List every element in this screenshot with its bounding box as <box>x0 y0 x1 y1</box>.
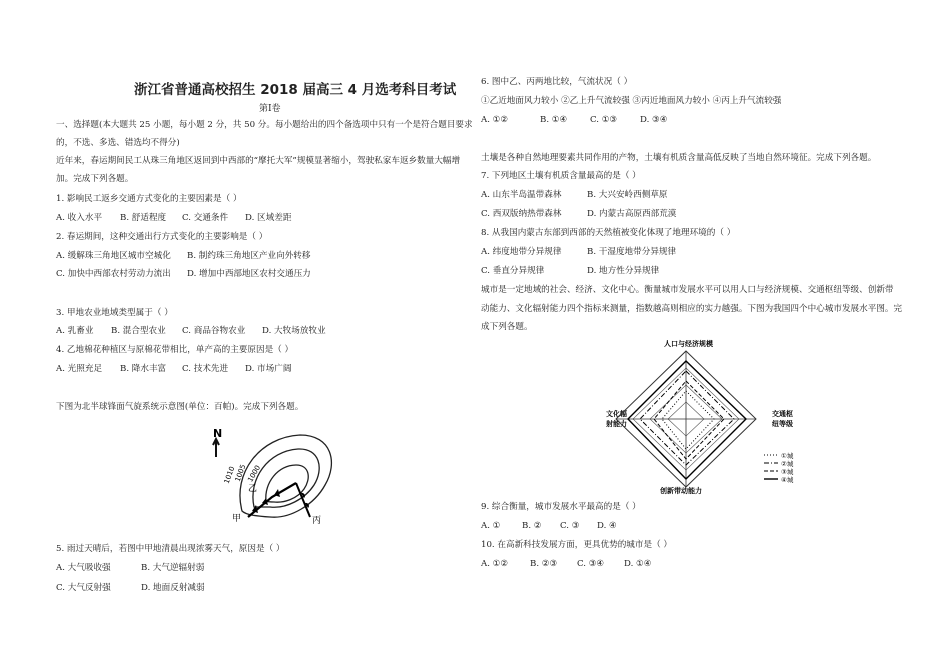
legend-city-4: ④城 <box>781 476 794 484</box>
q3-option-b: B. 混合型农业 <box>111 326 166 336</box>
q5-option-b: B. 大气逆辐射弱 <box>141 563 205 573</box>
city-radar-chart <box>606 337 826 497</box>
q5-option-c: C. 大气反射强 <box>56 583 111 593</box>
soil-intro: 土壤是各种自然地理要素共同作用的产物，土壤有机质含量高低反映了当地自然环境征。完成下列各题。 <box>481 153 877 163</box>
intro-text-cont: 加。完成下列各题。 <box>56 174 134 184</box>
q10-option-b: B. ②③ <box>530 559 558 569</box>
question-4: 4. 乙地棉花种植区与原棉花带相比，单产高的主要原因是（ ） <box>56 345 294 355</box>
q9-option-d: D. ④ <box>597 521 617 531</box>
q4-option-d: D. 市场广阔 <box>245 364 292 374</box>
intro-text: 近年来，春运期间民工从珠三角地区返回到中西部的“摩托大军”规模显著缩小，驾驶私家车返乡数量大幅增 <box>56 156 461 166</box>
axis-label-top: 人口与经济规模 <box>664 340 713 348</box>
q9-option-c: C. ③ <box>560 521 580 531</box>
point-bing: 丙 <box>312 516 322 526</box>
q10-option-c: C. ③④ <box>577 559 605 569</box>
q8-option-b: B. 干湿度地带分异规律 <box>587 247 677 257</box>
q7-option-a: A. 山东半岛温带森林 <box>481 190 562 200</box>
q10-option-a: A. ①② <box>481 559 509 569</box>
series-city-1 <box>628 361 746 479</box>
axis-label-left-1: 文化辐 <box>606 410 627 418</box>
question-10: 10. 在高新科技发展方面，更具优势的城市是（ ） <box>481 540 673 550</box>
series-city-3 <box>654 381 724 459</box>
right-column <box>470 0 950 672</box>
left-column <box>0 0 473 672</box>
q1-option-b: B. 舒适程度 <box>120 213 167 223</box>
q8-option-a: A. 纬度地带分异规律 <box>481 247 562 257</box>
q1-option-c: C. 交通条件 <box>182 213 229 223</box>
q6-statements: ①乙近地面风力较小 ②乙上升气流较强 ③丙近地面风力较小 ④丙上升气流较强 <box>481 96 782 106</box>
q6-option-a: A. ①② <box>481 115 509 125</box>
q4-option-a: A. 光照充足 <box>56 364 103 374</box>
legend-city-3: ③城 <box>781 468 794 476</box>
north-arrow-icon <box>213 439 219 457</box>
q4-option-c: C. 技术先进 <box>182 364 229 374</box>
series-city-4 <box>662 391 714 449</box>
question-9: 9. 综合衡量，城市发展水平最高的是（ ） <box>481 502 641 512</box>
q8-option-d: D. 地方性分异规律 <box>587 266 660 276</box>
legend-city-1: ①城 <box>781 452 794 460</box>
q10-option-d: D. ①④ <box>624 559 652 569</box>
question-8: 8. 从我国内蒙古东部到西部的天然植被变化体现了地理环境的（ ） <box>481 228 736 238</box>
q7-option-b: B. 大兴安岭西侧草原 <box>587 190 668 200</box>
q1-option-a: A. 收入水平 <box>56 213 103 223</box>
q5-option-a: A. 大气吸收强 <box>56 563 111 573</box>
q2-option-d: D. 增加中西部地区农村交通压力 <box>187 269 311 279</box>
q3-option-d: D. 大牧场放牧业 <box>262 326 326 336</box>
axis-label-left-2: 射能力 <box>606 420 627 428</box>
city-intro: 城市是一定地域的社会、经济、文化中心。衡量城市发展水平可以用人口与经济规模、交通枢纽等级、创新带 <box>481 285 894 295</box>
q1-option-d: D. 区域差距 <box>245 213 292 223</box>
legend-city-2: ②城 <box>781 460 794 468</box>
q6-option-d: D. ③④ <box>640 115 668 125</box>
q6-option-b: B. ①④ <box>540 115 568 125</box>
q3-option-c: C. 商品谷物农业 <box>182 326 246 336</box>
question-5: 5. 雨过天晴后，若图中甲地清晨出现浓雾天气，原因是（ ） <box>56 544 285 554</box>
isobar-1010-label: 1010 <box>222 465 237 485</box>
volume-label: 第Ⅰ卷 <box>259 104 281 114</box>
point-yi: 乙 <box>248 484 258 494</box>
q4-option-b: B. 降水丰富 <box>120 364 167 374</box>
isobar-1005-label: 1005 <box>233 463 248 483</box>
q5-option-d: D. 地面反射减弱 <box>141 583 205 593</box>
q2-option-b: B. 制约珠三角地区产业向外转移 <box>187 251 311 261</box>
axis-label-right-1: 交通枢 <box>772 410 793 418</box>
section-heading: 一、选择题(本大题共 25 小题，每小题 2 分，共 50 分。每小题给出的四个备选项中只有一个是符合题目要求 <box>56 120 473 130</box>
q9-option-a: A. ① <box>481 521 501 531</box>
cyclone-map <box>210 423 350 533</box>
question-7: 7. 下列地区土壤有机质含量最高的是（ ） <box>481 171 641 181</box>
isobar-1000-label: 1000 <box>246 464 263 484</box>
q6-option-c: C. ①③ <box>590 115 618 125</box>
page-title: 浙江省普通高校招生 2018 届高三 4 月选考科目考试 <box>134 82 457 98</box>
city-intro-cont: 动能力、文化辐射能力四个指标来测量，指数越高则相应的实力越强。下图为我国四个中心城市发展水平图。完 <box>481 304 903 314</box>
point-jia: 甲 <box>232 514 242 524</box>
q2-option-a: A. 缓解珠三角地区城市空城化 <box>56 251 171 261</box>
q3-option-a: A. 乳畜业 <box>56 326 94 336</box>
chart-legend <box>764 451 794 484</box>
q7-option-d: D. 内蒙古高原西部荒漠 <box>587 209 677 219</box>
axis-label-bottom: 创新带动能力 <box>660 487 702 495</box>
city-intro-cont-2: 成下列各题。 <box>481 322 533 332</box>
question-1: 1. 影响民工返乡交通方式变化的主要因素是（ ） <box>56 194 242 204</box>
q9-option-b: B. ② <box>522 521 542 531</box>
series-city-2 <box>640 371 734 465</box>
q8-option-c: C. 垂直分异规律 <box>481 266 545 276</box>
north-label: N <box>213 427 223 440</box>
q7-option-c: C. 西双版纳热带森林 <box>481 209 562 219</box>
map-intro: 下图为北半球锋面气旋系统示意图(单位：百帕)。完成下列各题。 <box>56 402 304 412</box>
question-3: 3. 甲地农业地域类型属于（ ） <box>56 308 173 318</box>
question-6: 6. 图中乙、丙两地比较，气流状况（ ） <box>481 77 633 87</box>
isobar-1005 <box>253 449 319 507</box>
question-2: 2. 春运期间，这种交通出行方式变化的主要影响是（ ） <box>56 232 268 242</box>
axis-label-right-2: 纽等级 <box>772 420 793 428</box>
q2-option-c: C. 加快中西部农村劳动力流出 <box>56 269 171 279</box>
section-heading-cont: 的，不选、多选、错选均不得分) <box>56 138 180 148</box>
